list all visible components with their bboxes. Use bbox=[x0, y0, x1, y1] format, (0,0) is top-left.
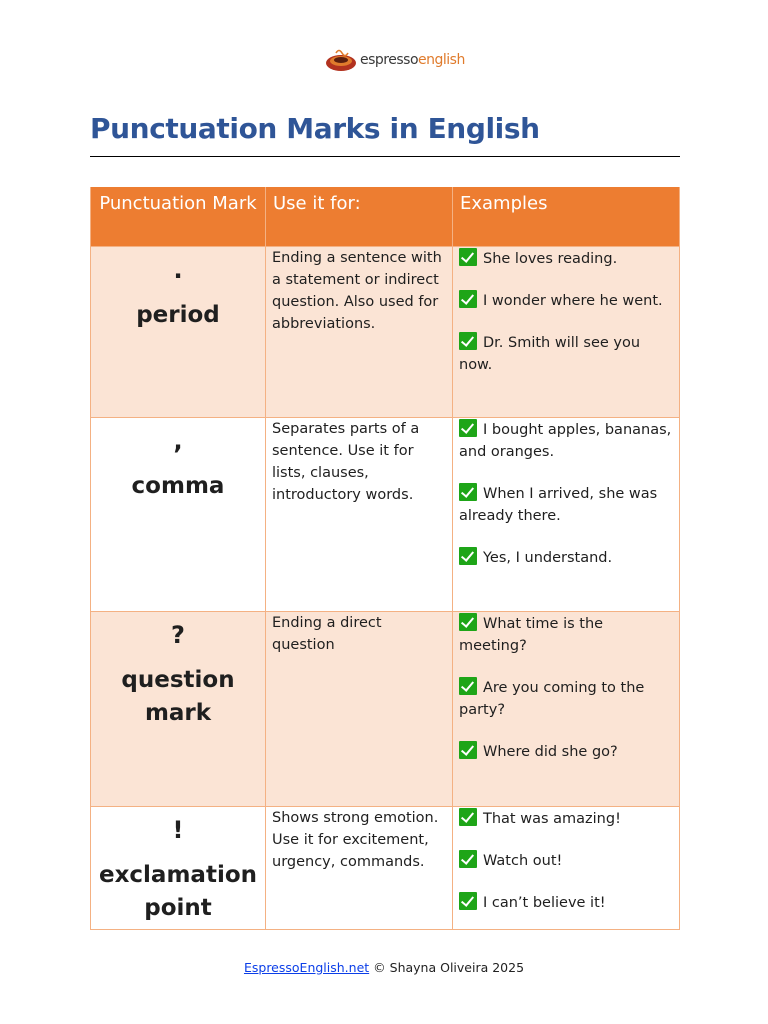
example-item: What time is the meeting? bbox=[459, 613, 673, 657]
example-item: I wonder where he went. bbox=[459, 290, 673, 312]
brand-logo bbox=[324, 46, 465, 74]
example-item: Dr. Smith will see you now. bbox=[459, 332, 673, 376]
check-mark-icon bbox=[459, 808, 477, 826]
example-item: Yes, I understand. bbox=[459, 547, 673, 569]
table-header-row bbox=[91, 187, 680, 247]
punctuation-name: comma bbox=[131, 473, 225, 499]
check-mark-icon bbox=[459, 613, 477, 631]
table-row-question-mark bbox=[91, 612, 680, 807]
punctuation-name: exclamation point bbox=[98, 862, 257, 921]
page-footer bbox=[0, 960, 768, 975]
table-row-period bbox=[91, 247, 680, 418]
header-punctuation-mark: Punctuation Mark bbox=[91, 187, 266, 247]
mark-cell bbox=[91, 418, 266, 612]
example-item: When I arrived, she was already there. bbox=[459, 483, 673, 527]
examples-cell bbox=[453, 418, 680, 612]
example-item: Watch out! bbox=[459, 850, 673, 872]
page-title: Punctuation Marks in English bbox=[90, 112, 540, 145]
example-item: She loves reading. bbox=[459, 248, 673, 270]
check-mark-icon bbox=[459, 677, 477, 695]
example-item: I can’t believe it! bbox=[459, 892, 673, 914]
check-mark-icon bbox=[459, 290, 477, 308]
check-mark-icon bbox=[459, 483, 477, 501]
check-mark-icon bbox=[459, 419, 477, 437]
example-item: That was amazing! bbox=[459, 808, 673, 830]
check-mark-icon bbox=[459, 741, 477, 759]
punctuation-name: question mark bbox=[121, 667, 235, 726]
examples-cell bbox=[453, 247, 680, 418]
punctuation-table bbox=[90, 187, 680, 930]
punctuation-symbol: . bbox=[173, 256, 183, 284]
use-cell: Ending a direct question bbox=[266, 612, 453, 807]
example-item: Where did she go? bbox=[459, 741, 673, 763]
table-row-comma bbox=[91, 418, 680, 612]
header-examples: Examples bbox=[453, 187, 680, 247]
title-divider bbox=[90, 156, 680, 157]
examples-cell bbox=[453, 807, 680, 930]
check-mark-icon bbox=[459, 892, 477, 910]
footer-copyright: © Shayna Oliveira 2025 bbox=[373, 960, 525, 975]
examples-cell bbox=[453, 612, 680, 807]
logo-wordmark: espressoenglish bbox=[360, 52, 465, 68]
use-cell: Ending a sentence with a statement or indirect question. Also used for abbreviations. bbox=[266, 247, 453, 418]
punctuation-symbol: ? bbox=[171, 621, 185, 649]
punctuation-symbol: ! bbox=[172, 816, 184, 844]
check-mark-icon bbox=[459, 332, 477, 350]
header-use-it-for: Use it for: bbox=[266, 187, 453, 247]
example-item: I bought apples, bananas, and oranges. bbox=[459, 419, 673, 463]
espresso-cup-icon bbox=[324, 47, 358, 73]
use-cell: Shows strong emotion. Use it for excitement, urgency, commands. bbox=[266, 807, 453, 930]
mark-cell bbox=[91, 247, 266, 418]
example-item: Are you coming to the party? bbox=[459, 677, 673, 721]
check-mark-icon bbox=[459, 547, 477, 565]
mark-cell bbox=[91, 807, 266, 930]
punctuation-name: period bbox=[136, 302, 220, 328]
mark-cell bbox=[91, 612, 266, 807]
punctuation-symbol: , bbox=[173, 427, 183, 455]
table-row-exclamation-point bbox=[91, 807, 680, 930]
footer-link[interactable]: EspressoEnglish.net bbox=[243, 960, 370, 975]
check-mark-icon bbox=[459, 248, 477, 266]
check-mark-icon bbox=[459, 850, 477, 868]
use-cell: Separates parts of a sentence. Use it for lists, clauses, introductory words. bbox=[266, 418, 453, 612]
